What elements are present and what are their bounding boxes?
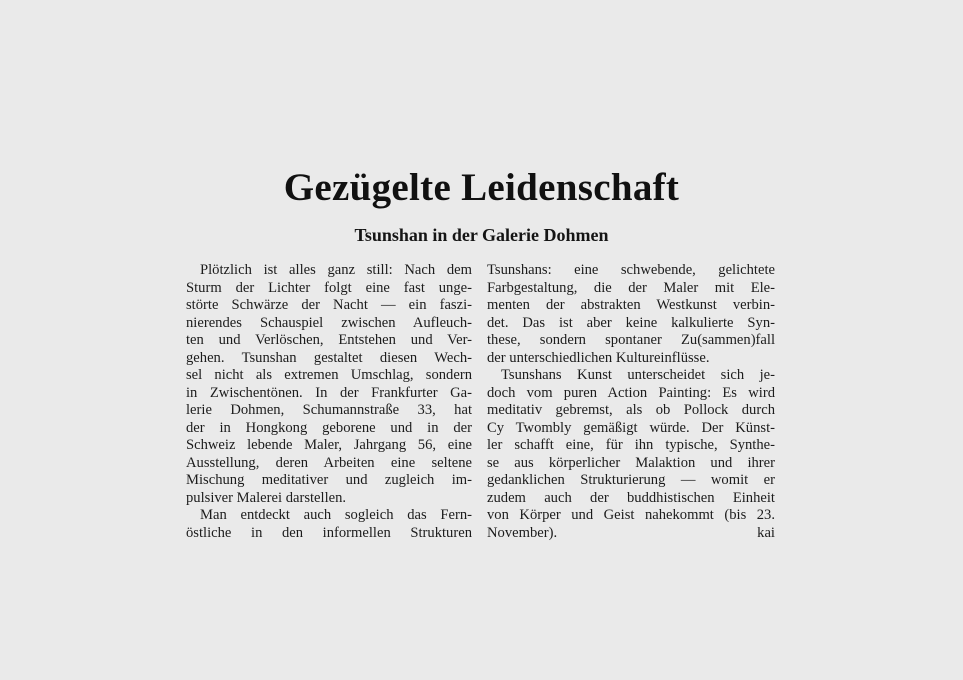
text-line: nierendes Schauspiel zwischen Aufleuch- <box>186 314 472 331</box>
author-signature: kai <box>757 524 775 541</box>
text-line: lerie Dohmen, Schumannstraße 33, hat <box>186 402 472 418</box>
text-line: Tsunshans Kunst unterscheidet sich je- <box>501 367 775 383</box>
text-line: Man entdeckt auch sogleich das Fern- <box>200 507 472 523</box>
text-line: det. Das ist aber keine kalkulierte Syn- <box>487 314 775 331</box>
text-line: Cy Twombly gemäßigt würde. Der Künst- <box>487 419 775 436</box>
text-line: ten und Verlöschen, Entstehen und Ver- <box>186 332 472 348</box>
text-line: Tsunshans: eine schwebende, gelichtete <box>487 262 775 278</box>
text-line: der in Hongkong geborene und in der <box>186 419 472 436</box>
text-line: gedanklichen Strukturierung — womit er <box>487 472 775 488</box>
article-column-right <box>487 262 775 542</box>
text-line: menten der abstrakten Westkunst verbin- <box>487 297 775 313</box>
text-line: östliche in den informellen Strukturen <box>186 524 472 541</box>
article-headline: Gezügelte Leidenschaft <box>283 166 680 209</box>
text-line: ler schafft eine, für ihn typische, Synthe- <box>487 437 775 453</box>
text-line: Sturm der Lichter folgt eine fast unge- <box>186 279 472 296</box>
text-line: in Zwischentönen. In der Frankfurter Ga- <box>186 384 472 401</box>
text-line: der unterschiedlichen Kultureinflüsse. <box>487 349 710 366</box>
text-line: these, sondern spontaner Zu(sammen)fall <box>487 332 775 348</box>
text-line: meditativ gebremst, als ob Pollock durch <box>487 402 775 418</box>
text-line: doch vom puren Action Painting: Es wird <box>487 384 775 401</box>
text-line: Schweiz lebende Maler, Jahrgang 56, eine <box>186 437 472 453</box>
text-line: Plötzlich ist alles ganz still: Nach dem <box>200 262 472 278</box>
text-line: Ausstellung, deren Arbeiten eine seltene <box>186 454 472 471</box>
closing-line <box>487 525 775 543</box>
article-subheadline: Tsunshan in der Galerie Dohmen <box>354 225 609 245</box>
text-line: zudem auch der buddhistischen Einheit <box>487 489 775 506</box>
text-line: gehen. Tsunshan gestaltet diesen Wech- <box>186 349 472 366</box>
text-line: se aus körperlicher Malaktion und ihrer <box>487 454 775 471</box>
text-line: sel nicht als extremen Umschlag, sondern <box>186 367 472 383</box>
text-line: störte Schwärze der Nacht — ein faszi- <box>186 297 472 313</box>
closing-text: November). <box>487 524 558 541</box>
article-column-left <box>186 262 472 542</box>
text-line: pulsiver Malerei darstellen. <box>186 489 347 506</box>
text-line: von Körper und Geist nahekommt (bis 23. <box>487 507 775 523</box>
text-line: Mischung meditativer und zugleich im- <box>186 472 472 488</box>
text-line: Farbgestaltung, die der Maler mit Ele- <box>487 279 775 296</box>
